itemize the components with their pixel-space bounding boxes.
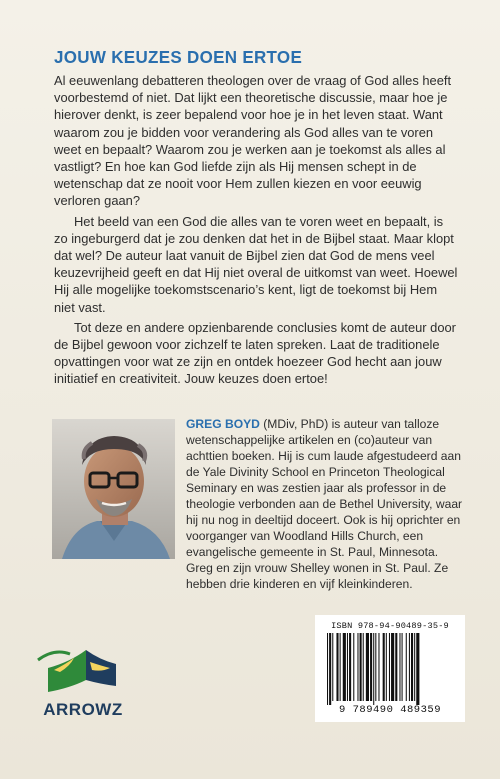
barcode-bar [416,633,419,705]
barcode-bar [383,633,385,701]
barcode-bar [332,633,333,701]
barcode [315,615,465,722]
barcode-bar [327,633,328,705]
blurb [54,72,458,391]
barcode-bar [340,633,341,701]
barcode-bar [402,633,403,701]
isbn-digits: 9 789490 489359 [338,704,441,716]
barcode-bar [336,633,338,701]
barcode-bar [391,633,394,701]
barcode-bar [370,633,372,701]
barcode-bar [363,633,364,701]
back-cover-title: JOUW KEUZES DOEN ERTOE [54,47,303,68]
barcode-bar [411,633,413,701]
barcode-bar [347,633,348,701]
publisher-name: ARROWZ [43,700,123,719]
barcode-bar [409,633,410,701]
barcode-bar [329,633,331,705]
blurb-paragraph: Al eeuwenlang debatteren theologen over de vraag of God alles heeft voorbestemd of niet. Dat lijkt een theoretische discussie, maar hoe je hierover denkt, is zeer bepalend voor hoe je in het leven staat. Want waarom zou je bidden voor verandering als God alles van te voren weet en bepaalt? Waarom zou je werken aan je toekomst als alles al vastligt? En hoe kan God liefde zijn als Hij mensen schept in de wetenschap dat ze nooit voor Hem zullen kiezen en voor eeuwig verloren gaan? [54,73,452,209]
barcode-bar [389,633,390,701]
barcode-bar [360,633,362,701]
barcode-bar [414,633,415,701]
barcode-bar [353,633,354,701]
author-bio-text: (MDiv, PhD) is auteur van talloze wetenschappelijke artikelen en (co)auteur van achttien boeken. Hij is cum laude afgestudeerd aan de Yale Divinity School en Princeton Theological Seminary en was zestien jaar als professor in de theologie verbonden aan de Bethel University, waar hij nu nog in deeltijd doceert. Ook is hij oprichter en voorganger van Woodland Hills Church, een evangelische gemeente in St. Paul, Minnesota. Greg en zijn vrouw Shelley wonen in St. Paul. Ze hebben drie kinderen en vijf kleinkinderen. [186,417,463,591]
barcode-bar [373,633,374,705]
author-portrait-image [52,419,175,559]
barcode-icon [325,633,455,705]
barcode-bar [357,633,358,701]
author-photo [52,419,175,559]
blurb-paragraph: Het beeld van een God die alles van te voren weet en bepaalt, is zo ingeburgerd dat je zou denken dat het in de Bijbel staat. Maar klopt dat wel? De auteur laat vanuit de Bijbel zien dat God de mens veel keuzevrijheid geeft en dat Hij niet overal de uitkomst van weet. Hoewel Hij alle mogelijke toekomstscenario’s kent, ligt de toekomst bij Hem niet vast. [54,213,458,315]
author-name: GREG BOYD [186,417,260,431]
barcode-bar [378,633,379,701]
barcode-bar [375,633,376,701]
barcode-bar [395,633,397,701]
barcode-bar [399,633,400,701]
isbn-label: ISBN 978-94-90489-35-9 [331,621,449,631]
barcode-bar [366,633,369,701]
author-bio [186,416,466,592]
blurb-paragraph: Tot deze en andere opzienbarende conclusies komt de auteur door de Bijbel gewoon voor zichzelf te laten spreken. Laat de traditionele opvattingen voor wat ze zijn en ontdek hoezeer God hecht aan jouw initiatief en creativiteit. Jouw keuzes doen ertoe! [54,319,456,387]
barcode-bar [343,633,346,701]
barcode-bar [349,633,351,701]
barcode-bar [386,633,387,701]
barcode-bar [406,633,407,701]
arrowz-logo-mark-icon [30,640,126,702]
